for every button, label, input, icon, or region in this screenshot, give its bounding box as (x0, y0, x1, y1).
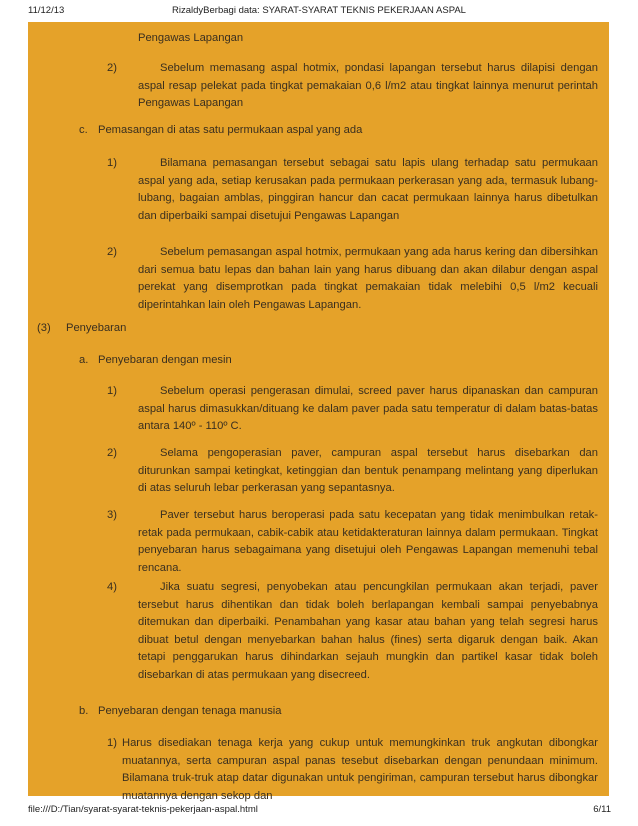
print-url: file:///D:/Tian/syarat-syarat-teknis-pekerjaan-aspal.html (28, 804, 258, 815)
paragraph: Selama pengoperasian paver, campuran aspal tersebut harus disebarkan dan diturunkan sampai ketingkat, ketinggian dan bentuk penampang melintang yang diperlukan di atas seluruh lebar perkerasan yang sepantasnya. (138, 447, 598, 494)
print-date: 11/12/13 (28, 5, 65, 16)
paragraph: Paver tersebut harus beroperasi pada satu kecepatan yang tidak menimbulkan retak-retak pada permukaan, cabik-cabik atau ketidakteraturan lainnya dalam permukaan. Tingkat penyebaran harus sebagaimana yang disetujui oleh Pengawas Lapangan memenuhi tebal rencana. (138, 509, 598, 574)
document-page (28, 22, 609, 802)
section-letter: a. (79, 354, 89, 366)
continued-line: Pengawas Lapangan (138, 32, 244, 44)
item-number: 4) (107, 581, 117, 593)
paragraph: Bilamana pemasangan tersebut sebagai satu lapis ulang terhadap satu permukaan aspal yang ada, setiap kerusakan pada permukaan perkerasan yang ada, termasuk lubang-lubang, bagaian amblas, pinggiran hancur dan cacat permukaan lainnya harus dibetulkan dan diperbaiki sampai disetujui Pengawas Lapangan (138, 157, 598, 222)
paragraph: Sebelum pemasangan aspal hotmix, permukaan yang ada harus kering dan dibersihkan dari semua batu lepas dan bahan lain yang harus dibuang dan akan dilabur dengan aspal perekat yang disemprotkan pada tingkat pemakaian tidak melebihi 0,5 l/m2 kecuali diperintahkan lain oleh Pengawas Lapangan. (138, 246, 598, 311)
item-number: 2) (107, 447, 117, 459)
item-number: 2) (107, 246, 117, 258)
item-number: 3) (107, 509, 117, 521)
item-number: 1) (107, 737, 117, 749)
paragraph: Jika suatu segresi, penyobekan atau pencungkilan permukaan akan terjadi, paver tersebut harus dihentikan dan tidak boleh berlapangan kembali sampai penyebabnya ditemukan dan diperbaiki. Penambahan yang kasar atau bahan yang telah segresi harus dibuat betul dengan menyebarkan bahan halus (fines) serta digaruk dengan baik. Akan tetapi penggarukan harus dihindarkan sejauh mungkin dan partikel kasar tidak boleh disebarkan di atas permukaan yang disecreed. (138, 581, 598, 681)
section-heading: Penyebaran dengan mesin (98, 354, 232, 366)
item-number: 1) (107, 157, 117, 169)
paragraph: Sebelum operasi pengerasan dimulai, screed paver harus dipanaskan dan campuran aspal harus dimasukkan/dituang ke dalam paver pada satu temperatur di dalam batas-batas antara 140º - 110º C. (138, 385, 598, 432)
page-number: 6/11 (593, 804, 611, 815)
item-number: 2) (107, 62, 117, 74)
paragraph: Harus disediakan tenaga kerja yang cukup untuk memungkinkan truk angkutan dibongkar muatannya, serta campuran aspal panas tesebut disebarkan dengan penundaan minimum. Bilamana truk-truk atap datar digunakan untuk pengiriman, campuran tersebut harus dibongkar muatannya dengan sekop dan (122, 737, 598, 802)
print-title: RizaldyBerbagi data: SYARAT-SYARAT TEKNIS PEKERJAAN ASPAL (172, 5, 466, 16)
section-heading: Penyebaran dengan tenaga manusia (98, 705, 282, 717)
item-number: 1) (107, 385, 117, 397)
section-heading: Pemasangan di atas satu permukaan aspal yang ada (98, 124, 363, 136)
section-letter: c. (79, 124, 88, 136)
section-title: Penyebaran (66, 322, 127, 334)
section-letter: b. (79, 705, 89, 717)
section-number: (3) (37, 322, 51, 334)
paragraph: Sebelum memasang aspal hotmix, pondasi lapangan tersebut harus dilapisi dengan aspal resap pelekat pada tingkat pemakaian 0,6 l/m2 atau tingkat lainnya menurut perintah Pengawas Lapangan (138, 62, 598, 109)
